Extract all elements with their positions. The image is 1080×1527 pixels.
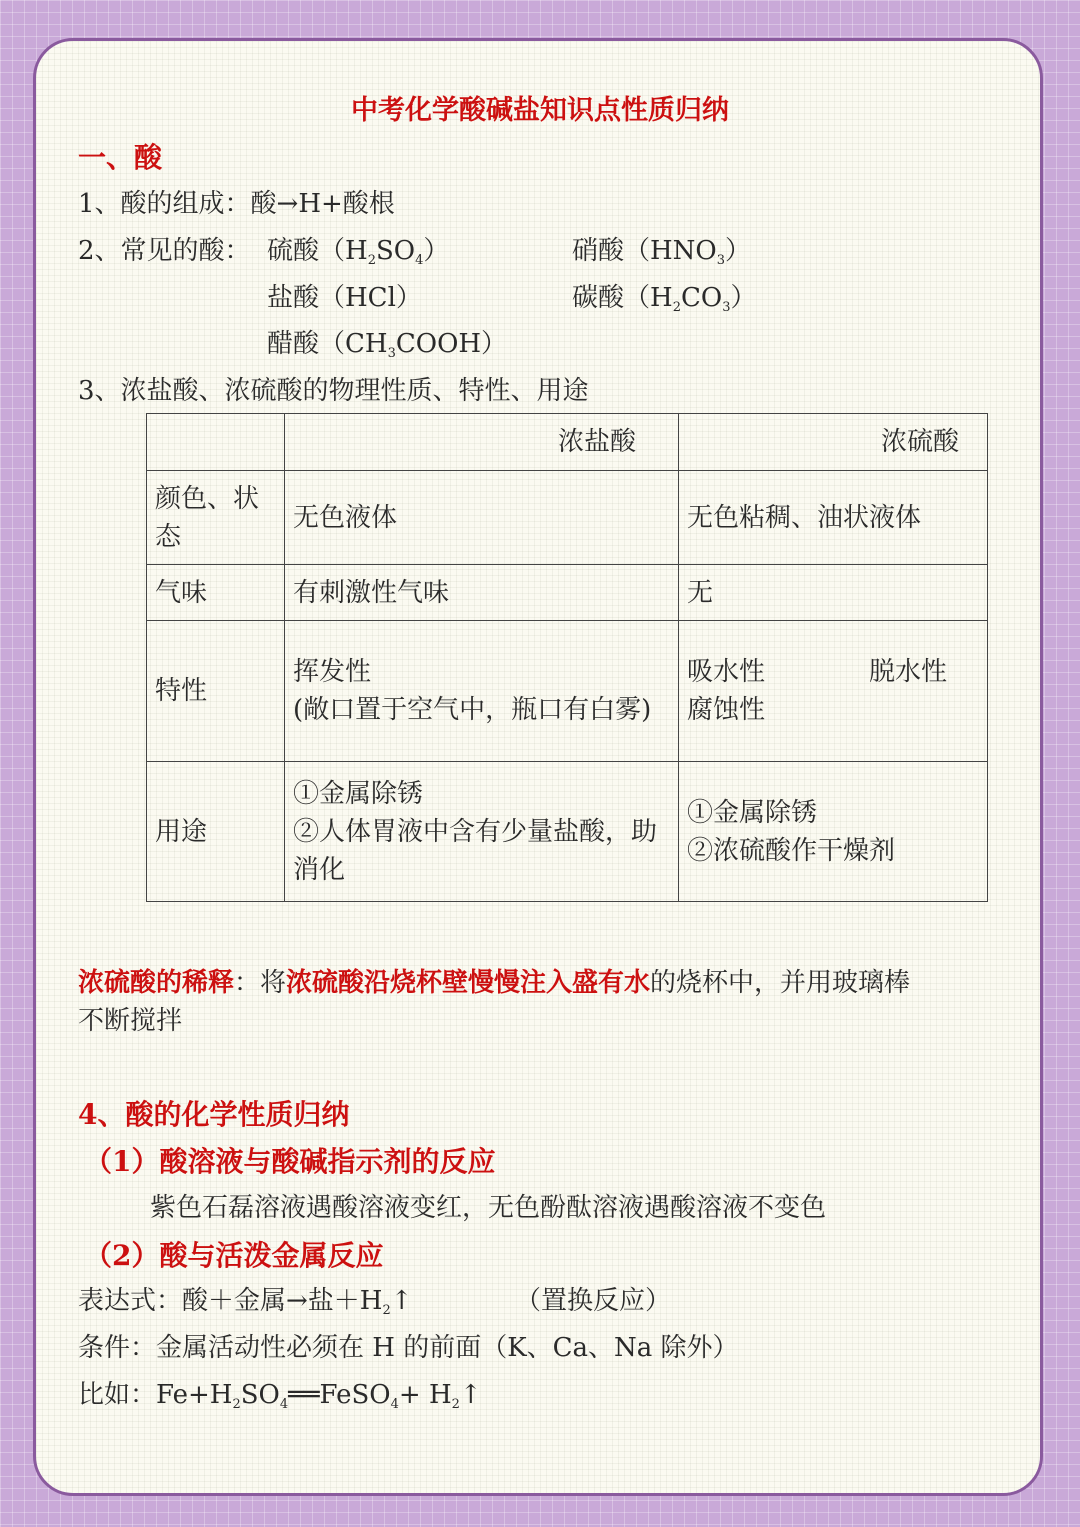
hcl-use-line: ①金属除锈 bbox=[293, 778, 424, 809]
row-label-use: 用途 bbox=[147, 762, 285, 902]
row-label-odor: 气味 bbox=[147, 565, 285, 621]
acid-composition: 1、酸的组成：酸→H+酸根 bbox=[78, 189, 395, 219]
cell-h2so4-color: 无色粘稠、油状液体 bbox=[679, 471, 988, 565]
h2so4-feature-line: 腐蚀性 bbox=[687, 695, 766, 725]
dilution-note: 浓硫酸的稀释：将浓硫酸沿烧杯壁慢慢注入盛有水的烧杯中，并用玻璃棒 bbox=[78, 968, 911, 998]
reaction-example: 比如：$Fe+H_2SO_4══FeSO_4+$ $H_2↑$ bbox=[78, 1380, 482, 1412]
common-acids-label: 2、常见的酸： bbox=[78, 236, 251, 266]
hcl-feature-line: (敞口置于空气中，瓶口有白雾) bbox=[293, 695, 652, 725]
hcl-use-line: ②人体胃液中含有少量盐酸，助消化 bbox=[293, 816, 658, 885]
properties-heading: 3、浓盐酸、浓硫酸的物理性质、特性、用途 bbox=[78, 376, 589, 406]
acid-acetic: 醋酸$(CH_3COOH)$ bbox=[267, 329, 508, 361]
metal-reaction-heading: （2）酸与活泼金属反应 bbox=[84, 1239, 384, 1272]
table-row bbox=[147, 621, 988, 762]
h2so4-feature-line: 吸水性 脱水性 bbox=[687, 657, 948, 687]
section-heading-acid: 一、酸 bbox=[78, 141, 163, 174]
table-row bbox=[147, 471, 988, 565]
cell-hcl-odor: 有刺激性气味 bbox=[285, 565, 679, 621]
acid-nitric: 硝酸$(HNO_3)$ bbox=[572, 236, 752, 268]
acid-hydrochloric: 盐酸（HCl） bbox=[267, 283, 422, 313]
reaction-type-note: （置换反应） bbox=[515, 1286, 672, 1316]
table-row bbox=[147, 565, 988, 621]
acid-properties-table bbox=[146, 413, 988, 902]
table-row bbox=[147, 762, 988, 902]
indicator-heading: （1）酸溶液与酸碱指示剂的反应 bbox=[84, 1145, 496, 1178]
hcl-feature-line: 挥发性 bbox=[293, 657, 372, 687]
cell-hcl-feature bbox=[285, 621, 679, 762]
acid-carbonic: 碳酸$(H_2CO_3)$ bbox=[572, 283, 757, 315]
cell-h2so4-use bbox=[679, 762, 988, 902]
row-label-color: 颜色、状态 bbox=[147, 471, 285, 565]
cell-hcl-color: 无色液体 bbox=[285, 471, 679, 565]
cell-h2so4-odor: 无 bbox=[679, 565, 988, 621]
dilution-note-line2: 不断搅拌 bbox=[78, 1006, 183, 1036]
h2so4-use-line: ①金属除锈 bbox=[687, 797, 818, 828]
acid-sulfuric: 硫酸$(H_2SO_4)$ bbox=[267, 236, 450, 268]
page-title: 中考化学酸碱盐知识点性质归纳 bbox=[351, 95, 729, 126]
header-hcl: 浓盐酸 bbox=[285, 414, 679, 471]
table-corner-cell bbox=[147, 414, 285, 471]
h2so4-use-line: ②浓硫酸作干燥剂 bbox=[687, 835, 896, 866]
reaction-expression: 表达式：酸＋金属→盐$+H_2↑$ bbox=[78, 1286, 413, 1318]
cell-h2so4-feature bbox=[679, 621, 988, 762]
reaction-condition: 条件：金属活动性必须在 H 的前面（K、Ca、Na 除外） bbox=[78, 1333, 739, 1363]
indicator-text: 紫色石磊溶液遇酸溶液变红，无色酚酞溶液遇酸溶液不变色 bbox=[150, 1193, 827, 1223]
row-label-feature: 特性 bbox=[147, 621, 285, 762]
section4-heading: 4、酸的化学性质归纳 bbox=[78, 1098, 350, 1131]
table-header-row bbox=[147, 414, 988, 471]
cell-hcl-use bbox=[285, 762, 679, 902]
header-h2so4: 浓硫酸 bbox=[679, 414, 988, 471]
